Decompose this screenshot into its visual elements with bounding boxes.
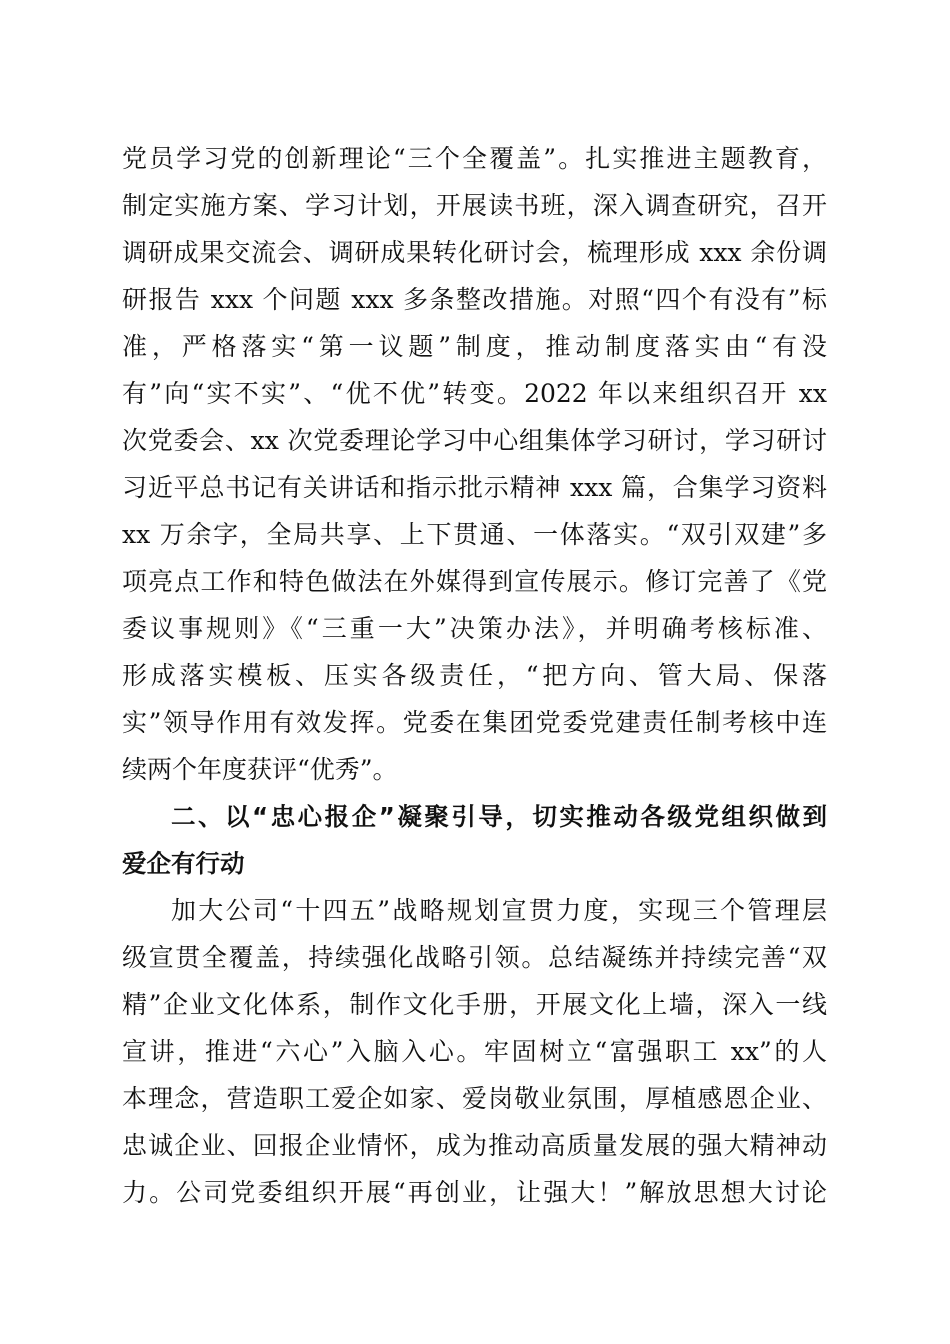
paragraph-1-line: 准，严格落实“第一议题”制度，推动制度落实由“有没: [122, 332, 827, 361]
paragraph-1-line: 制定实施方案、学习计划，开展读书班，深入调查研究，召开: [122, 191, 827, 220]
paragraph-2-line: 宣讲，推进“六心”入脑入心。牢固树立“富强职工 xx”的人: [122, 1037, 827, 1066]
paragraph-1-line: 项亮点工作和特色做法在外媒得到宣传展示。修订完善了《党: [122, 567, 827, 596]
paragraph-1-line: 续两个年度获评“优秀”。: [122, 755, 398, 784]
paragraph-1-line: 形成落实模板、压实各级责任，“把方向、管大局、保落: [122, 661, 827, 690]
paragraph-2-line: 本理念，营造职工爱企如家、爱岗敬业氛围，厚植感恩企业、: [122, 1084, 827, 1113]
paragraph-2-line: 级宣贯全覆盖，持续强化战略引领。总结凝练并持续完善“双: [122, 943, 827, 972]
paragraph-1-line: 委议事规则》《“三重一大”决策办法》，并明确考核标准、: [122, 614, 827, 643]
section-heading-line: 二、以“忠心报企”凝聚引导，切实推动各级党组织做到: [171, 802, 827, 831]
paragraph-1-line: xx 万余字，全局共享、上下贯通、一体落实。“双引双建”多: [122, 520, 827, 549]
paragraph-1-line: 实”领导作用有效发挥。党委在集团党委党建责任制考核中连: [122, 708, 827, 737]
paragraph-1-line: 研报告 xxx 个问题 xxx 多条整改措施。对照“四个有没有”标: [122, 285, 827, 314]
paragraph-1-line: 有”向“实不实”、“优不优”转变。2022 年以来组织召开 xx: [122, 379, 827, 408]
paragraph-2-line: 加大公司“十四五”战略规划宣贯力度，实现三个管理层: [171, 896, 827, 925]
paragraph-1-line: 调研成果交流会、调研成果转化研讨会，梳理形成 xxx 余份调: [122, 238, 827, 267]
paragraph-1-line: 次党委会、xx 次党委理论学习中心组集体学习研讨，学习研讨: [122, 426, 827, 455]
paragraph-2-line: 忠诚企业、回报企业情怀，成为推动高质量发展的强大精神动: [122, 1131, 827, 1160]
section-heading-line: 爱企有行动: [122, 849, 245, 878]
paragraph-1-line: 习近平总书记有关讲话和指示批示精神 xxx 篇，合集学习资料: [122, 473, 827, 502]
paragraph-1-line: 党员学习党的创新理论“三个全覆盖”。扎实推进主题教育，: [122, 144, 827, 173]
paragraph-2-line: 精”企业文化体系，制作文化手册，开展文化上墙，深入一线: [122, 990, 827, 1019]
paragraph-2-line: 力。公司党委组织开展“再创业，让强大！”解放思想大讨论: [122, 1178, 827, 1207]
